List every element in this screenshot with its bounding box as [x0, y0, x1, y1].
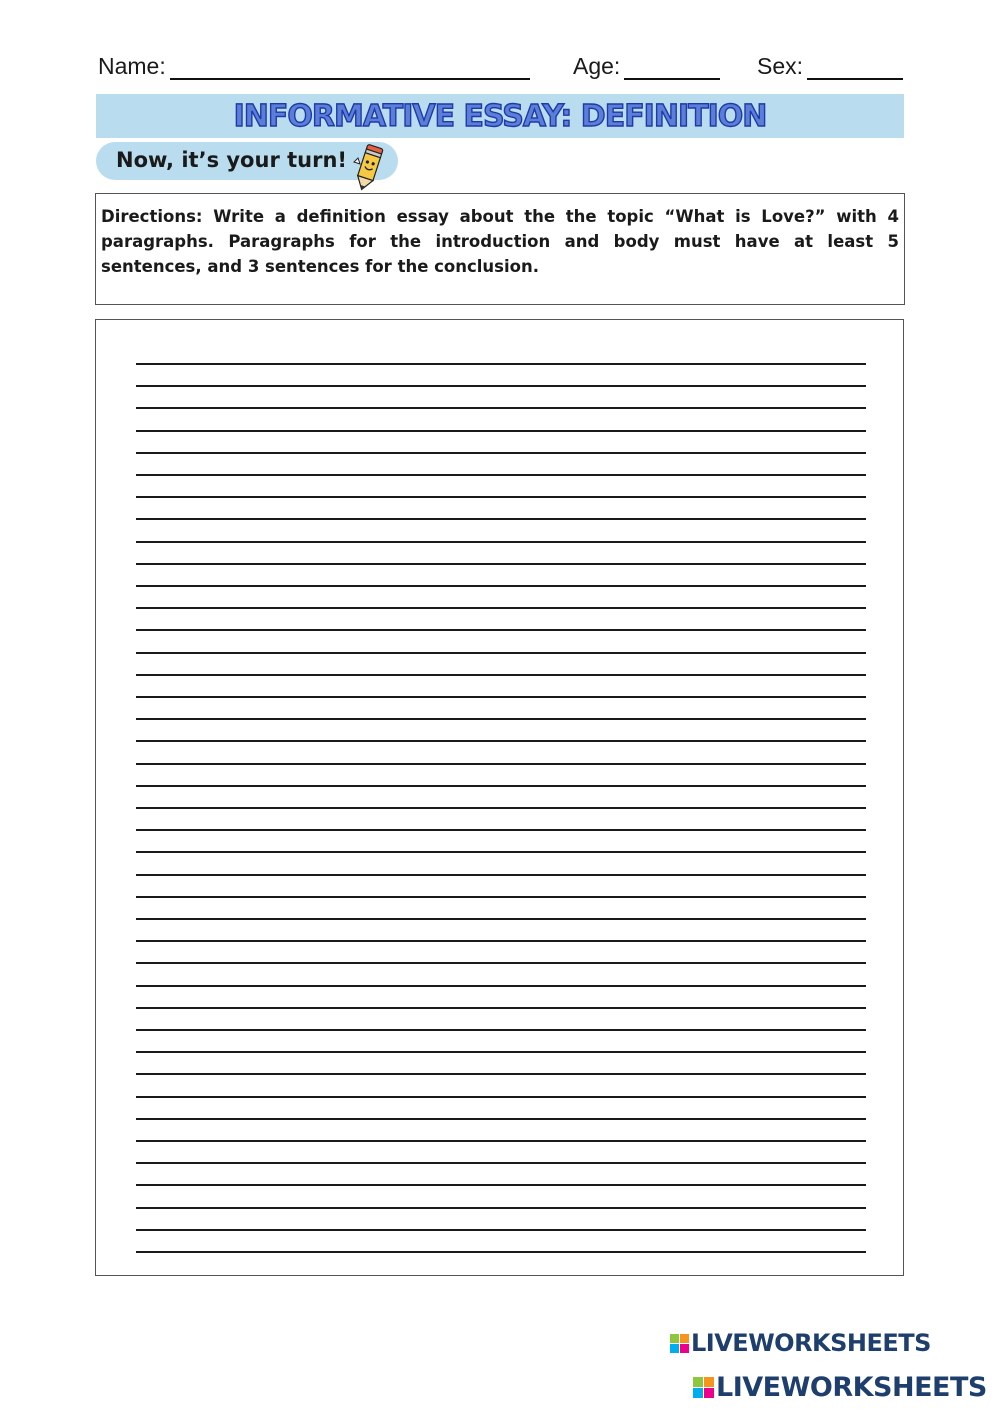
- writing-line[interactable]: [136, 896, 866, 898]
- writing-line[interactable]: [136, 563, 866, 565]
- directions-box: [95, 193, 905, 305]
- writing-line[interactable]: [136, 1184, 866, 1186]
- writing-line[interactable]: [136, 652, 866, 654]
- writing-line[interactable]: [136, 585, 866, 587]
- writing-line[interactable]: [136, 1251, 866, 1253]
- writing-line[interactable]: [136, 829, 866, 831]
- name-label: Name:: [98, 53, 166, 79]
- name-field: [98, 52, 530, 80]
- writing-line[interactable]: [136, 607, 866, 609]
- writing-line[interactable]: [136, 452, 866, 454]
- writing-line[interactable]: [136, 1229, 866, 1231]
- turn-label: Now, it’s your turn!: [116, 148, 347, 172]
- sex-label: Sex:: [757, 53, 804, 79]
- writing-line[interactable]: [136, 1051, 866, 1053]
- age-blank[interactable]: [624, 56, 720, 80]
- writing-line[interactable]: [136, 496, 866, 498]
- writing-line[interactable]: [136, 629, 866, 631]
- writing-line[interactable]: [136, 1096, 866, 1098]
- sex-blank[interactable]: [807, 56, 903, 80]
- writing-line[interactable]: [136, 1007, 866, 1009]
- liveworksheets-logo: [693, 1372, 987, 1403]
- writing-line[interactable]: [136, 763, 866, 765]
- writing-line[interactable]: [136, 1073, 866, 1075]
- writing-line[interactable]: [136, 541, 866, 543]
- age-label: Age:: [573, 53, 621, 79]
- name-blank[interactable]: [170, 56, 530, 80]
- age-field: [573, 52, 720, 80]
- writing-line[interactable]: [136, 518, 866, 520]
- writing-line[interactable]: [136, 1029, 866, 1031]
- logo-text: LIVEWORKSHEETS: [691, 1329, 931, 1357]
- directions-text: Directions: Write a definition essay about the the topic “What is Love?” with 4 paragraphs. Paragraphs for the introduction and body must have at least 5 sentences, and 3 sentences for the conclusion.: [101, 207, 899, 276]
- pencil-mascot-icon: [348, 140, 392, 194]
- liveworksheets-mark-icon: [670, 1334, 689, 1353]
- writing-line[interactable]: [136, 1207, 866, 1209]
- writing-line[interactable]: [136, 851, 866, 853]
- writing-line[interactable]: [136, 1140, 866, 1142]
- writing-line[interactable]: [136, 962, 866, 964]
- writing-line[interactable]: [136, 940, 866, 942]
- sex-field: [757, 52, 903, 80]
- writing-line[interactable]: [136, 407, 866, 409]
- writing-area[interactable]: [95, 319, 904, 1276]
- logo-text: LIVEWORKSHEETS: [716, 1372, 987, 1403]
- writing-line[interactable]: [136, 1162, 866, 1164]
- writing-line[interactable]: [136, 385, 866, 387]
- title-banner: [96, 94, 904, 138]
- writing-line[interactable]: [136, 807, 866, 809]
- writing-line[interactable]: [136, 918, 866, 920]
- writing-line[interactable]: [136, 874, 866, 876]
- writing-line[interactable]: [136, 1118, 866, 1120]
- page-title: INFORMATIVE ESSAY: DEFINITION: [233, 98, 767, 134]
- writing-line[interactable]: [136, 740, 866, 742]
- liveworksheets-mark-icon: [693, 1377, 714, 1398]
- writing-line[interactable]: [136, 785, 866, 787]
- writing-line[interactable]: [136, 474, 866, 476]
- writing-line[interactable]: [136, 985, 866, 987]
- writing-line[interactable]: [136, 363, 866, 365]
- writing-line[interactable]: [136, 718, 866, 720]
- writing-line[interactable]: [136, 430, 866, 432]
- writing-line[interactable]: [136, 674, 866, 676]
- liveworksheets-logo: [670, 1329, 931, 1357]
- writing-line[interactable]: [136, 696, 866, 698]
